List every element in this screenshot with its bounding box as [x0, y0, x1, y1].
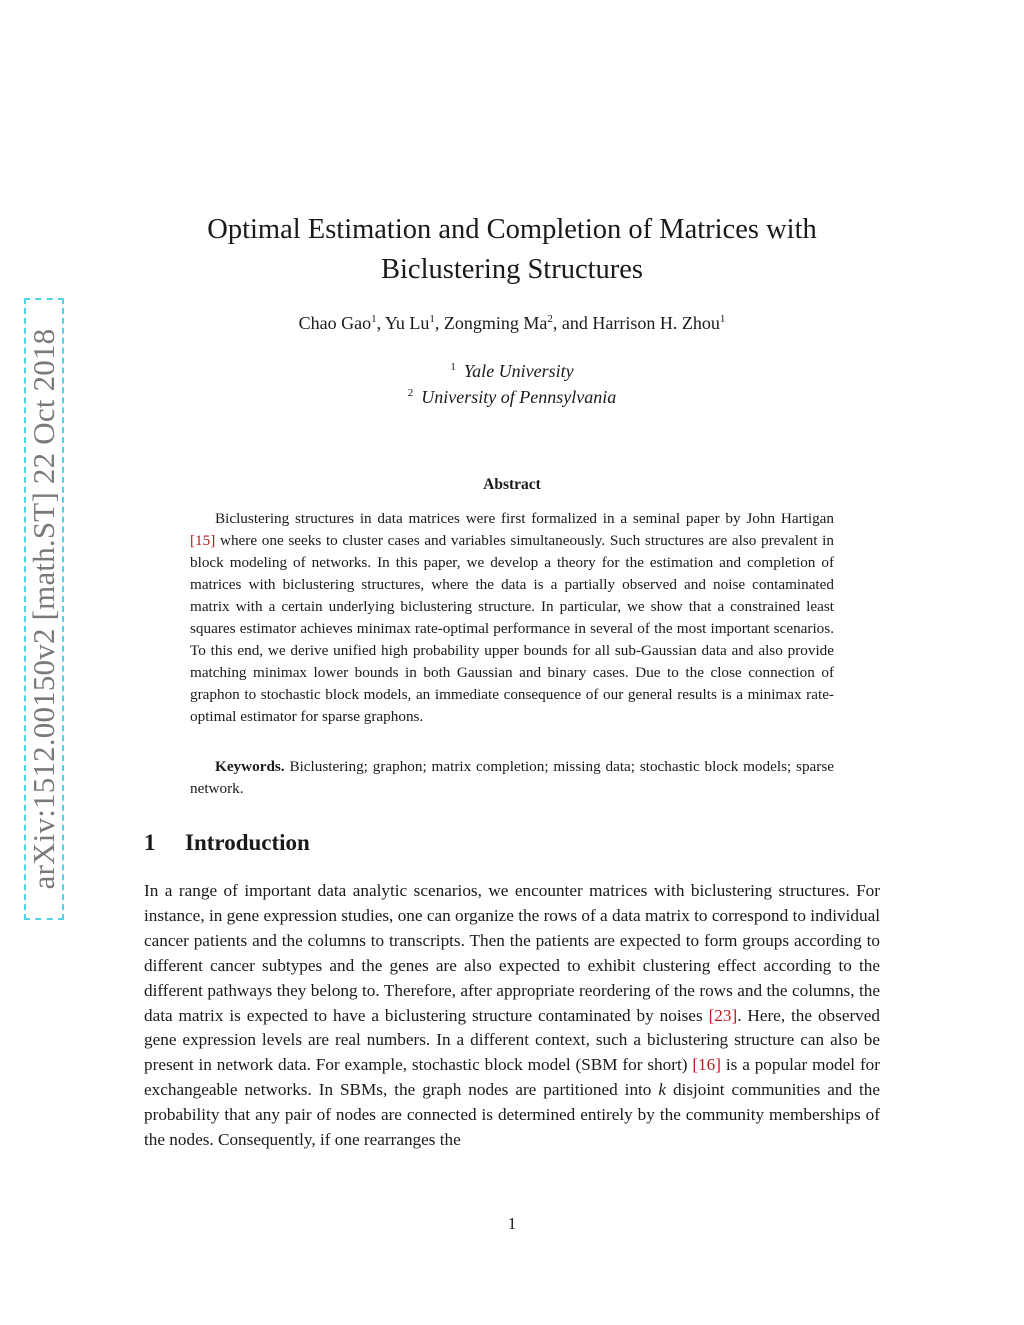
intro-text-part: In a range of important data analytic scenarios, we encounter matrices with biclustering structures. For instance, in gene expression studies, one can organize the rows of a data matrix to correspond to individual cancer patients and the columns to transcripts. Then the patients are expected to form groups according to different cancer subtypes and the genes are also expected to exhibit clustering effect according to the different pathways they belong to. Therefore, after appropriate reordering of the rows and the columns, the data matrix is expected to have a biclustering structure contaminated by noises — [144, 881, 880, 1025]
keywords-text: Biclustering; graphon; matrix completion; missing data; stochastic block models; sparse network. — [190, 758, 834, 797]
section-title: Introduction — [185, 830, 310, 855]
affiliation — [140, 358, 884, 384]
author-affiliation-mark: 1 — [371, 313, 377, 325]
author-name: Harrison H. Zhou — [592, 313, 720, 333]
abstract-text-part: where one seeks to cluster cases and variables simultaneously. Such structures are also prevalent in block modeling of networks. In this paper, we develop a theory for the estimation and completion of matrices with biclustering structures, where the data is a partially observed and noise contaminated matrix with a certain underlying biclustering structure. In particular, we show that a constrained least squares estimator achieves minimax rate-optimal performance in several of the most important scenarios. To this end, we derive unified high probability upper bounds for all sub-Gaussian data and also provide matching minimax lower bounds in both Gaussian and binary cases. Due to the close connection of graphon to stochastic block models, an immediate consequence of our general results is a minimax rate-optimal estimator for sparse graphons. — [190, 532, 834, 725]
page-number: 1 — [507, 1214, 517, 1233]
affiliation-list — [140, 358, 884, 410]
intro-text-part: . Here, the observed gene expression levels are real numbers. In a different context, such a biclustering structure can also be present in network data. For example, stochastic block model (SBM for short) — [144, 1005, 880, 1075]
affiliation-mark: 1 — [450, 361, 456, 373]
intro-paragraph — [144, 879, 880, 1153]
affiliation-name: University of Pennsylvania — [421, 387, 617, 407]
citation-link[interactable]: [16] — [692, 1055, 721, 1075]
keywords-label: Keywords. — [215, 758, 285, 775]
author-affiliation-mark: 1 — [429, 313, 435, 325]
section-number: 1 — [144, 830, 156, 855]
author-name: Yu Lu — [384, 313, 430, 333]
author-separator: , — [376, 313, 385, 333]
abstract-heading: Abstract — [483, 476, 541, 493]
author-name: Zongming Ma — [443, 313, 548, 333]
intro-text-part: disjoint communities and the probability that any pair of nodes are connected is determined entirely by the community memberships of the nodes. Consequently, if one rearranges the — [144, 1080, 880, 1150]
affiliation-mark: 2 — [407, 387, 414, 399]
title-line-2: Biclustering Structures — [381, 254, 643, 285]
paper-title — [140, 210, 884, 290]
citation-link[interactable]: [23] — [708, 1005, 738, 1025]
author-separator: , — [434, 313, 444, 333]
math-variable-k: k — [658, 1080, 666, 1100]
arxiv-identifier[interactable]: arXiv:1512.00150v2 [math.ST] 22 Oct 2018 — [26, 328, 61, 890]
author-affiliation-mark: 2 — [547, 313, 553, 325]
author-separator: , and — [552, 313, 593, 333]
keywords — [190, 756, 834, 800]
author-affiliation-mark: 1 — [719, 313, 726, 325]
affiliation-name: Yale University — [463, 361, 574, 381]
author-name: Chao Gao — [298, 313, 372, 333]
title-line-1: Optimal Estimation and Completion of Matrices with — [207, 214, 817, 245]
author-list — [140, 313, 884, 334]
citation-link[interactable]: [15] — [190, 532, 216, 549]
intro-text-part: is a popular model for exchangeable networks. In SBMs, the graph nodes are partitioned into — [144, 1055, 880, 1100]
arxiv-stamp[interactable] — [24, 298, 64, 920]
abstract-text-part: Biclustering structures in data matrices were first formalized in a seminal paper by John Hartigan — [215, 510, 834, 527]
abstract-text — [190, 508, 834, 728]
section-heading — [144, 830, 310, 856]
affiliation — [140, 384, 884, 410]
